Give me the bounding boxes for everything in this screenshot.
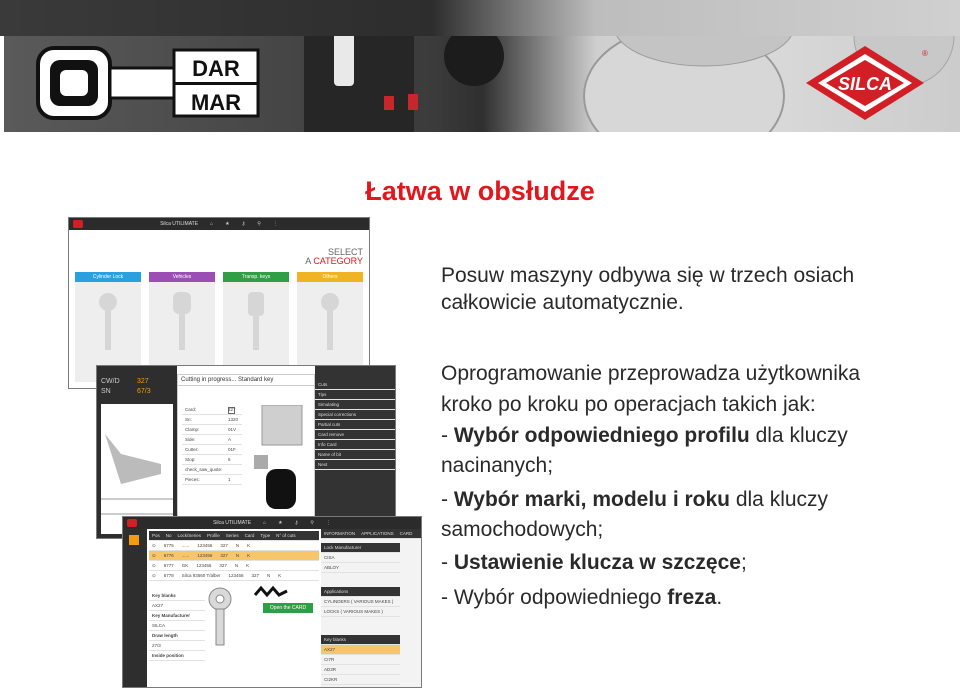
transponder-key-image [252, 405, 308, 515]
key-profile-drawing [101, 404, 173, 534]
key-blank-image [207, 587, 233, 647]
info-value: SILCA [149, 621, 205, 631]
menu-item[interactable]: Info Card [315, 440, 395, 450]
key-icon[interactable]: ⚷ [241, 221, 246, 227]
field-row: Pieces: 1 [182, 475, 242, 485]
bullet-profile: - Wybór odpowiedniego profilu dla kluczy [441, 424, 848, 447]
field-row: Sn: 1320 [182, 415, 242, 425]
home-icon[interactable]: ⌂ [263, 520, 267, 526]
search-icon[interactable]: ⚲ [310, 520, 314, 526]
paragraph2-line1: Oprogramowanie przeprowadza użytkownika [441, 362, 861, 385]
left-pane-num1: 327 [137, 378, 149, 385]
cylinder-key-icon [97, 292, 119, 352]
open-card-button[interactable]: Open the CARD [263, 603, 313, 613]
slide-title: Łatwa w obsłudze [365, 176, 595, 206]
menu-icon[interactable]: ⋮ [272, 221, 278, 227]
results-table [149, 531, 319, 581]
info-tabs [321, 529, 421, 539]
bullet-make-cont: samochodowych; [441, 518, 604, 541]
tab-card[interactable]: CARD [399, 531, 413, 536]
menu-item[interactable]: Name of bit [315, 450, 395, 460]
menu-item[interactable]: Simulating [315, 400, 395, 410]
menu-item[interactable]: Next [315, 460, 395, 470]
lock-manufacturer-heading: Lock Manufacturer [321, 543, 400, 553]
silca-badge-icon [800, 44, 930, 122]
menu-item[interactable]: Cuts [315, 380, 395, 390]
info-label: Draw length [149, 631, 205, 641]
app-title: Silca UTILIMATE [160, 221, 199, 227]
field-row[interactable]: check_saw_quote: [182, 465, 242, 475]
key-profile-view [101, 404, 173, 534]
tile-label: Transp. keys [223, 272, 289, 282]
field-row: Card: 327 [182, 405, 242, 415]
menu-item[interactable]: Partial cuts [315, 420, 395, 430]
key-icon[interactable]: ⚷ [294, 520, 299, 526]
info-label: Key Manufacturer [149, 611, 205, 621]
left-pane-sn: SN [101, 388, 111, 395]
vehicle-key-icon [171, 292, 193, 352]
list-item[interactable]: CYLINDERS ( VARIOUS MAKES ) [321, 597, 400, 607]
right-menu [315, 366, 395, 538]
key-info-panel [149, 591, 205, 661]
menu-item[interactable]: Tips [315, 390, 395, 400]
top-strip [0, 0, 960, 36]
darmar-text-top: DAR [192, 56, 240, 81]
bullet-clamp: - Ustawienie klucza w szczęce; [441, 551, 747, 574]
left-dark-pane [97, 366, 177, 538]
paragraph2-line2: kroko po kroku po operacjach takich jak: [441, 393, 816, 416]
dialog-title: Cutting in progress... Standard key [178, 375, 314, 386]
menu-item[interactable]: Card remove [315, 430, 395, 440]
darmar-logo [36, 44, 260, 122]
select-category-prefix: A [305, 256, 314, 266]
left-rail [123, 529, 147, 687]
paragraph1-line1: Posuw maszyny odbywa się w trzech osiach [441, 264, 855, 287]
silca-small-logo [73, 220, 83, 228]
list-item[interactable]: AX27 [321, 645, 400, 655]
table-row[interactable]: ⊙ 6775 ...... 123456 327 N K [149, 541, 319, 551]
left-pane-code: CW/D [101, 378, 120, 385]
field-row: Stop: 6 [182, 455, 242, 465]
table-row[interactable]: ⊙ 6778 Silca 93560 T/alber 123456 327 N K [149, 571, 319, 581]
app-header [123, 517, 421, 529]
key-blanks-heading: Key blanks [321, 635, 400, 645]
list-item[interactable]: CISA [321, 553, 400, 563]
applications-heading: Applications [321, 587, 400, 597]
info-value: 27/3 [149, 641, 205, 651]
app-header [69, 218, 369, 230]
cutting-dialog [177, 374, 315, 538]
tile-label: Cylinder Lock [75, 272, 141, 282]
screenshot-cutting [96, 365, 396, 539]
darmar-key-icon [36, 44, 260, 122]
paragraph1-line2: całkowicie automatycznie. [441, 291, 684, 314]
list-item[interactable]: CI2KR [321, 675, 400, 685]
screenshot-database [122, 516, 422, 688]
left-pane-num2: 67/3 [137, 388, 151, 395]
transponder-key-icon [245, 292, 267, 352]
silca-small-logo [127, 519, 137, 527]
other-key-icon [319, 292, 341, 352]
list-item[interactable]: CI7R [321, 655, 400, 665]
field-row: Clamp: 01V [182, 425, 242, 435]
darmar-text-bottom: MAR [190, 90, 242, 115]
field-row: Side: A [182, 435, 242, 445]
table-row[interactable]: ⊙ 6777 GK 123456 327 N K [149, 561, 319, 571]
bullet-profile-cont: nacinanych; [441, 454, 554, 477]
table-header: Pos No Lock/Series Profile Series Card Type N° of cuts [149, 531, 319, 541]
info-label: Inside position [149, 651, 205, 661]
star-icon[interactable]: ★ [225, 221, 230, 227]
tile-label: Others [297, 272, 363, 282]
right-info-panel [321, 529, 421, 687]
menu-icon[interactable]: ⋮ [325, 520, 331, 526]
search-icon[interactable]: ⚲ [257, 221, 261, 227]
orange-square-icon[interactable] [129, 535, 139, 545]
info-value: AX27 [149, 601, 205, 611]
screenshot-category [68, 217, 370, 389]
key-profile-icon [253, 585, 289, 599]
bullet-cutter: - Wybór odpowiedniego freza. [441, 586, 723, 609]
menu-item[interactable]: Special corrections [315, 410, 395, 420]
list-item[interactable]: AD3R [321, 665, 400, 675]
info-label: Key blanks [149, 591, 205, 601]
list-item[interactable]: LOCKS ( VARIOUS MAKES ) [321, 607, 400, 617]
silca-wordmark: SILCA [838, 74, 892, 94]
tab-information[interactable]: INFORMATION [324, 531, 356, 536]
select-category-heading: SELECT A CATEGORY [305, 247, 363, 266]
registered-mark: ® [922, 49, 928, 58]
tab-applications[interactable]: APPLICATIONS [361, 531, 394, 536]
app-title: Silca UTILIMATE [213, 520, 252, 526]
list-item[interactable]: ABLOY [321, 563, 400, 573]
silca-logo [800, 44, 930, 122]
field-row: Cutter: 01F [182, 445, 242, 455]
select-category-word: CATEGORY [313, 256, 363, 266]
dialog-fields [182, 405, 242, 485]
star-icon[interactable]: ★ [278, 520, 283, 526]
table-row-selected[interactable]: ⊙ 6776 ...... 123456 327 N K [149, 551, 319, 561]
home-icon[interactable]: ⌂ [210, 221, 214, 227]
bullet-make: - Wybór marki, modelu i roku dla kluczy [441, 488, 829, 511]
tile-label: Vehicles [149, 272, 215, 282]
